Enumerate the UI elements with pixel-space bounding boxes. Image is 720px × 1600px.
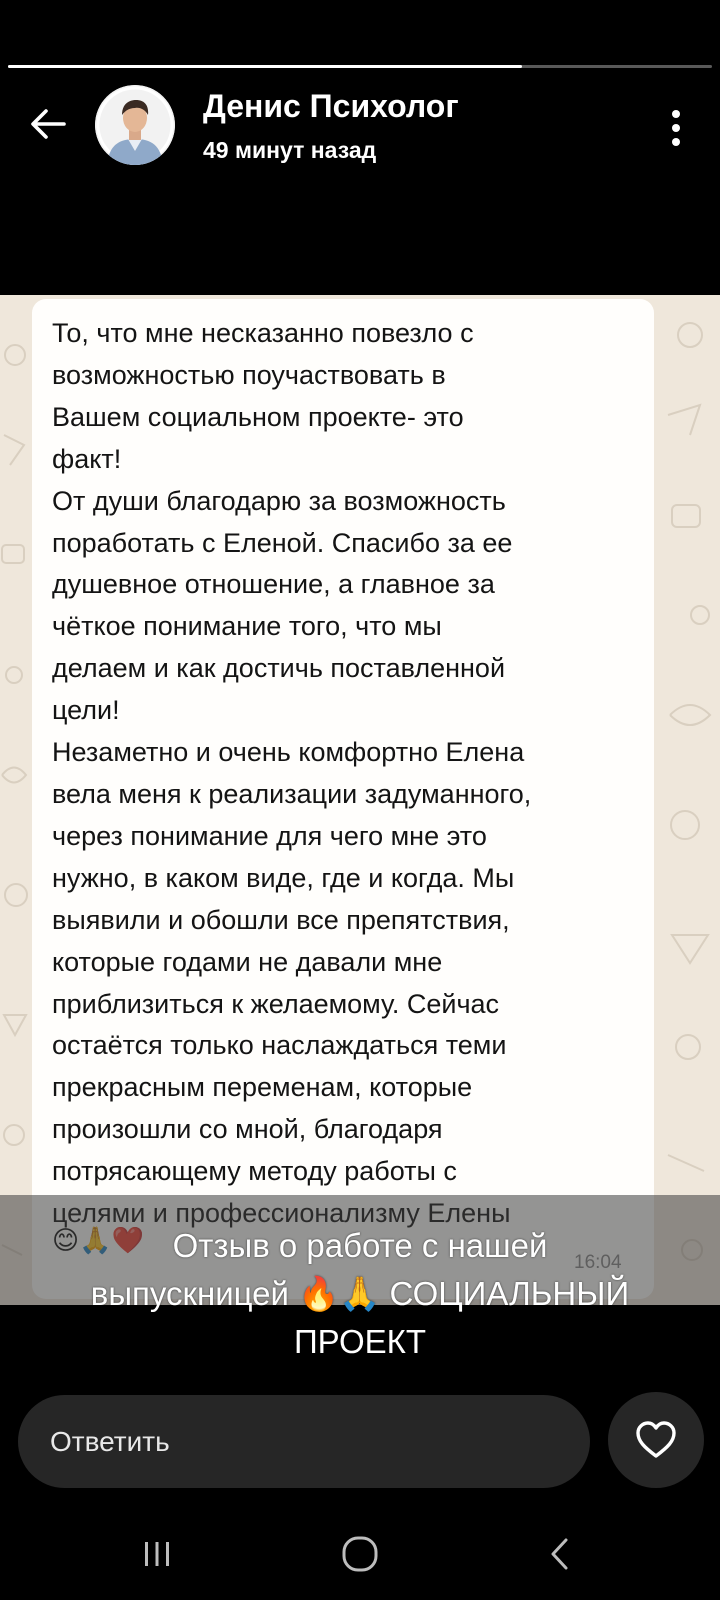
- system-navigation-bar: [0, 1508, 720, 1600]
- more-vertical-icon: [670, 108, 682, 148]
- story-progress-fill: [8, 65, 522, 68]
- home-button[interactable]: [320, 1526, 400, 1582]
- avatar[interactable]: [95, 85, 175, 165]
- recents-icon: [142, 1540, 172, 1568]
- story-image: [0, 295, 720, 1305]
- more-options-button[interactable]: [652, 104, 700, 152]
- heart-icon: [634, 1420, 678, 1460]
- message-text: То, что мне несказанно повезло с возможностью поучаствовать в Вашем социальном проекте- это факт! От души благодарю за возможность поработать с Еленой. Спасибо за ее душевное отношение, а главное за чёткое понимание того, что мы делаем и как достичь поставленной цели! Незаметно и очень комфортно Елена вела меня к реализации задуманного, через понимание для чего мне это нужно, в каком виде, где и когда. Мы выявили и обошли все препятствия, которые годами не давали мне приблизиться к желаемому. Сейчас остаётся только наслаждаться теми прекрасным переменам, которые произошли со мной, благодаря потрясающему методу работы с: [52, 318, 532, 1187]
- post-time: 49 минут назад: [203, 137, 377, 163]
- reply-input[interactable]: [18, 1395, 590, 1488]
- back-button[interactable]: [24, 100, 72, 148]
- back-chevron-icon: [548, 1536, 572, 1572]
- user-name[interactable]: Денис Психолог: [203, 88, 459, 124]
- story-progress-bar: [8, 65, 712, 68]
- home-icon: [340, 1534, 380, 1574]
- recents-button[interactable]: [117, 1526, 197, 1582]
- story-caption: Отзыв о работе с нашей выпускницей 🔥🙏 СОЦИАЛЬНЫЙ ПРОЕКТ: [90, 1227, 630, 1360]
- arrow-left-icon: [26, 102, 70, 146]
- avatar-image: [95, 85, 175, 165]
- like-button[interactable]: [608, 1392, 704, 1488]
- back-nav-button[interactable]: [520, 1526, 600, 1582]
